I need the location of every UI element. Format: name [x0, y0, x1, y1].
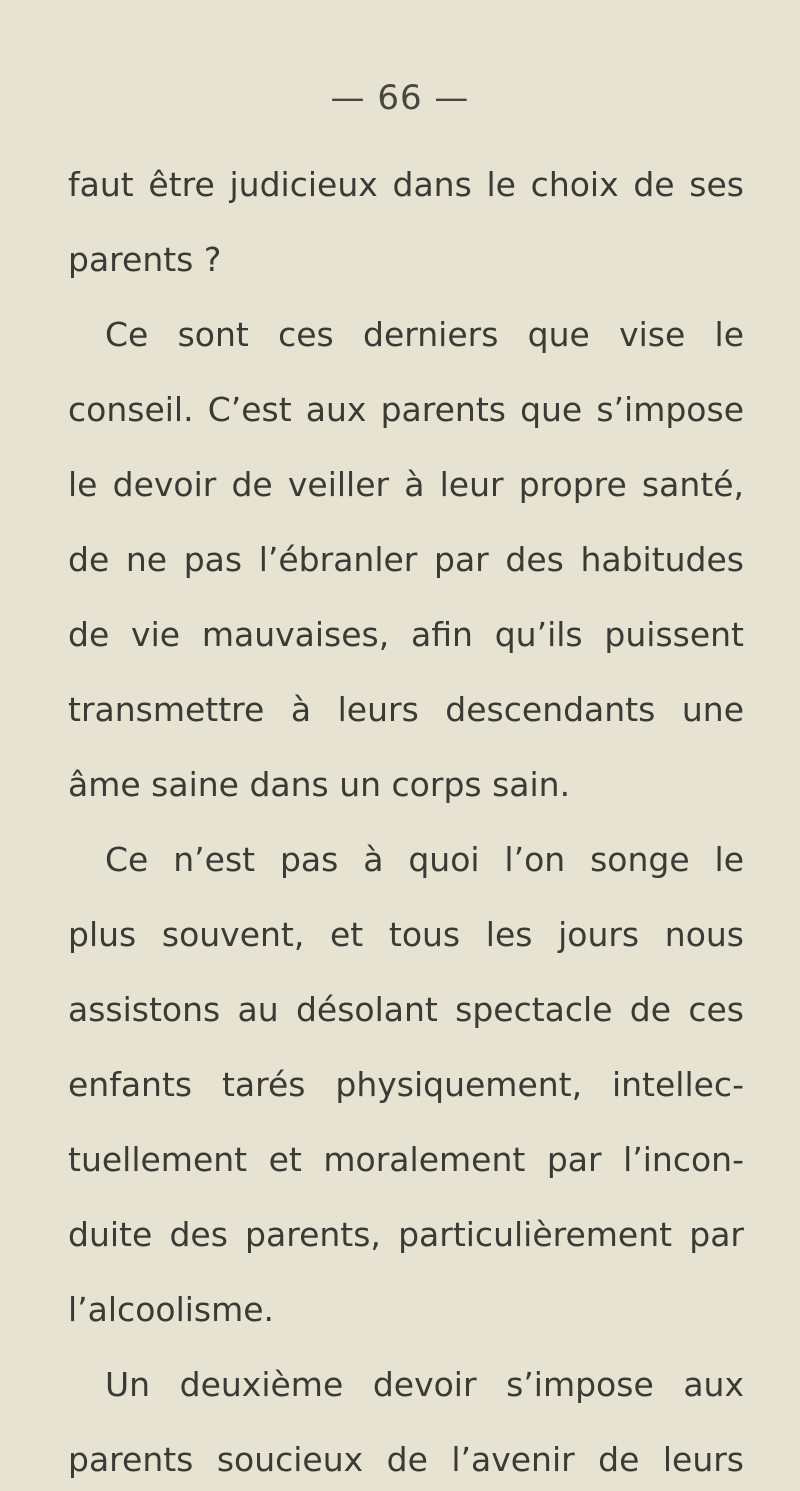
text-line — [0, 904, 800, 966]
text-line — [0, 829, 800, 891]
text-line — [0, 1429, 800, 1491]
text-line — [0, 679, 800, 741]
text-line-content: faut être judicieux dans le choix de ses — [68, 165, 744, 204]
text-line — [0, 1354, 800, 1416]
text-line-content: enfants tarés physiquement, intellec- — [68, 1065, 744, 1104]
text-line — [0, 454, 800, 516]
text-line — [0, 529, 800, 591]
text-line-content: conseil. C’est aux parents que s’impose — [68, 390, 744, 429]
text-line-content: âme saine dans un corps sain. — [68, 765, 571, 804]
text-line — [0, 754, 800, 816]
text-line — [0, 229, 800, 291]
text-line-content: assistons au désolant spectacle de ces — [68, 990, 744, 1029]
text-line-content: plus souvent, et tous les jours nous — [68, 915, 744, 954]
text-line — [0, 604, 800, 666]
text-line-content: duite des parents, particulièrement par — [68, 1215, 744, 1254]
text-line — [0, 1279, 800, 1341]
text-line-content: de vie mauvaises, afin qu’ils puissent — [68, 615, 744, 654]
text-line — [0, 979, 800, 1041]
text-line — [0, 1129, 800, 1191]
text-line — [0, 1204, 800, 1266]
text-line-content: parents ? — [68, 240, 222, 279]
text-line-content: Un deuxième devoir s’impose aux — [105, 1365, 744, 1404]
text-line-content: parents soucieux de l’avenir de leurs — [68, 1440, 744, 1479]
text-line-content: le devoir de veiller à leur propre santé, — [68, 465, 744, 504]
text-line — [0, 1054, 800, 1116]
text-line — [0, 154, 800, 216]
text-line — [0, 304, 800, 366]
page-number-header: — 66 — — [330, 78, 470, 118]
text-line-content: transmettre à leurs descendants une — [68, 690, 744, 729]
text-line-content: l’alcoolisme. — [68, 1290, 275, 1329]
text-line-content: de ne pas l’ébranler par des habitudes — [68, 540, 744, 579]
text-line-content: Ce sont ces derniers que vise le — [105, 315, 744, 354]
text-line — [0, 379, 800, 441]
text-line-content: tuellement et moralement par l’incon- — [68, 1140, 744, 1179]
text-line-content: Ce n’est pas à quoi l’on songe le — [105, 840, 744, 879]
